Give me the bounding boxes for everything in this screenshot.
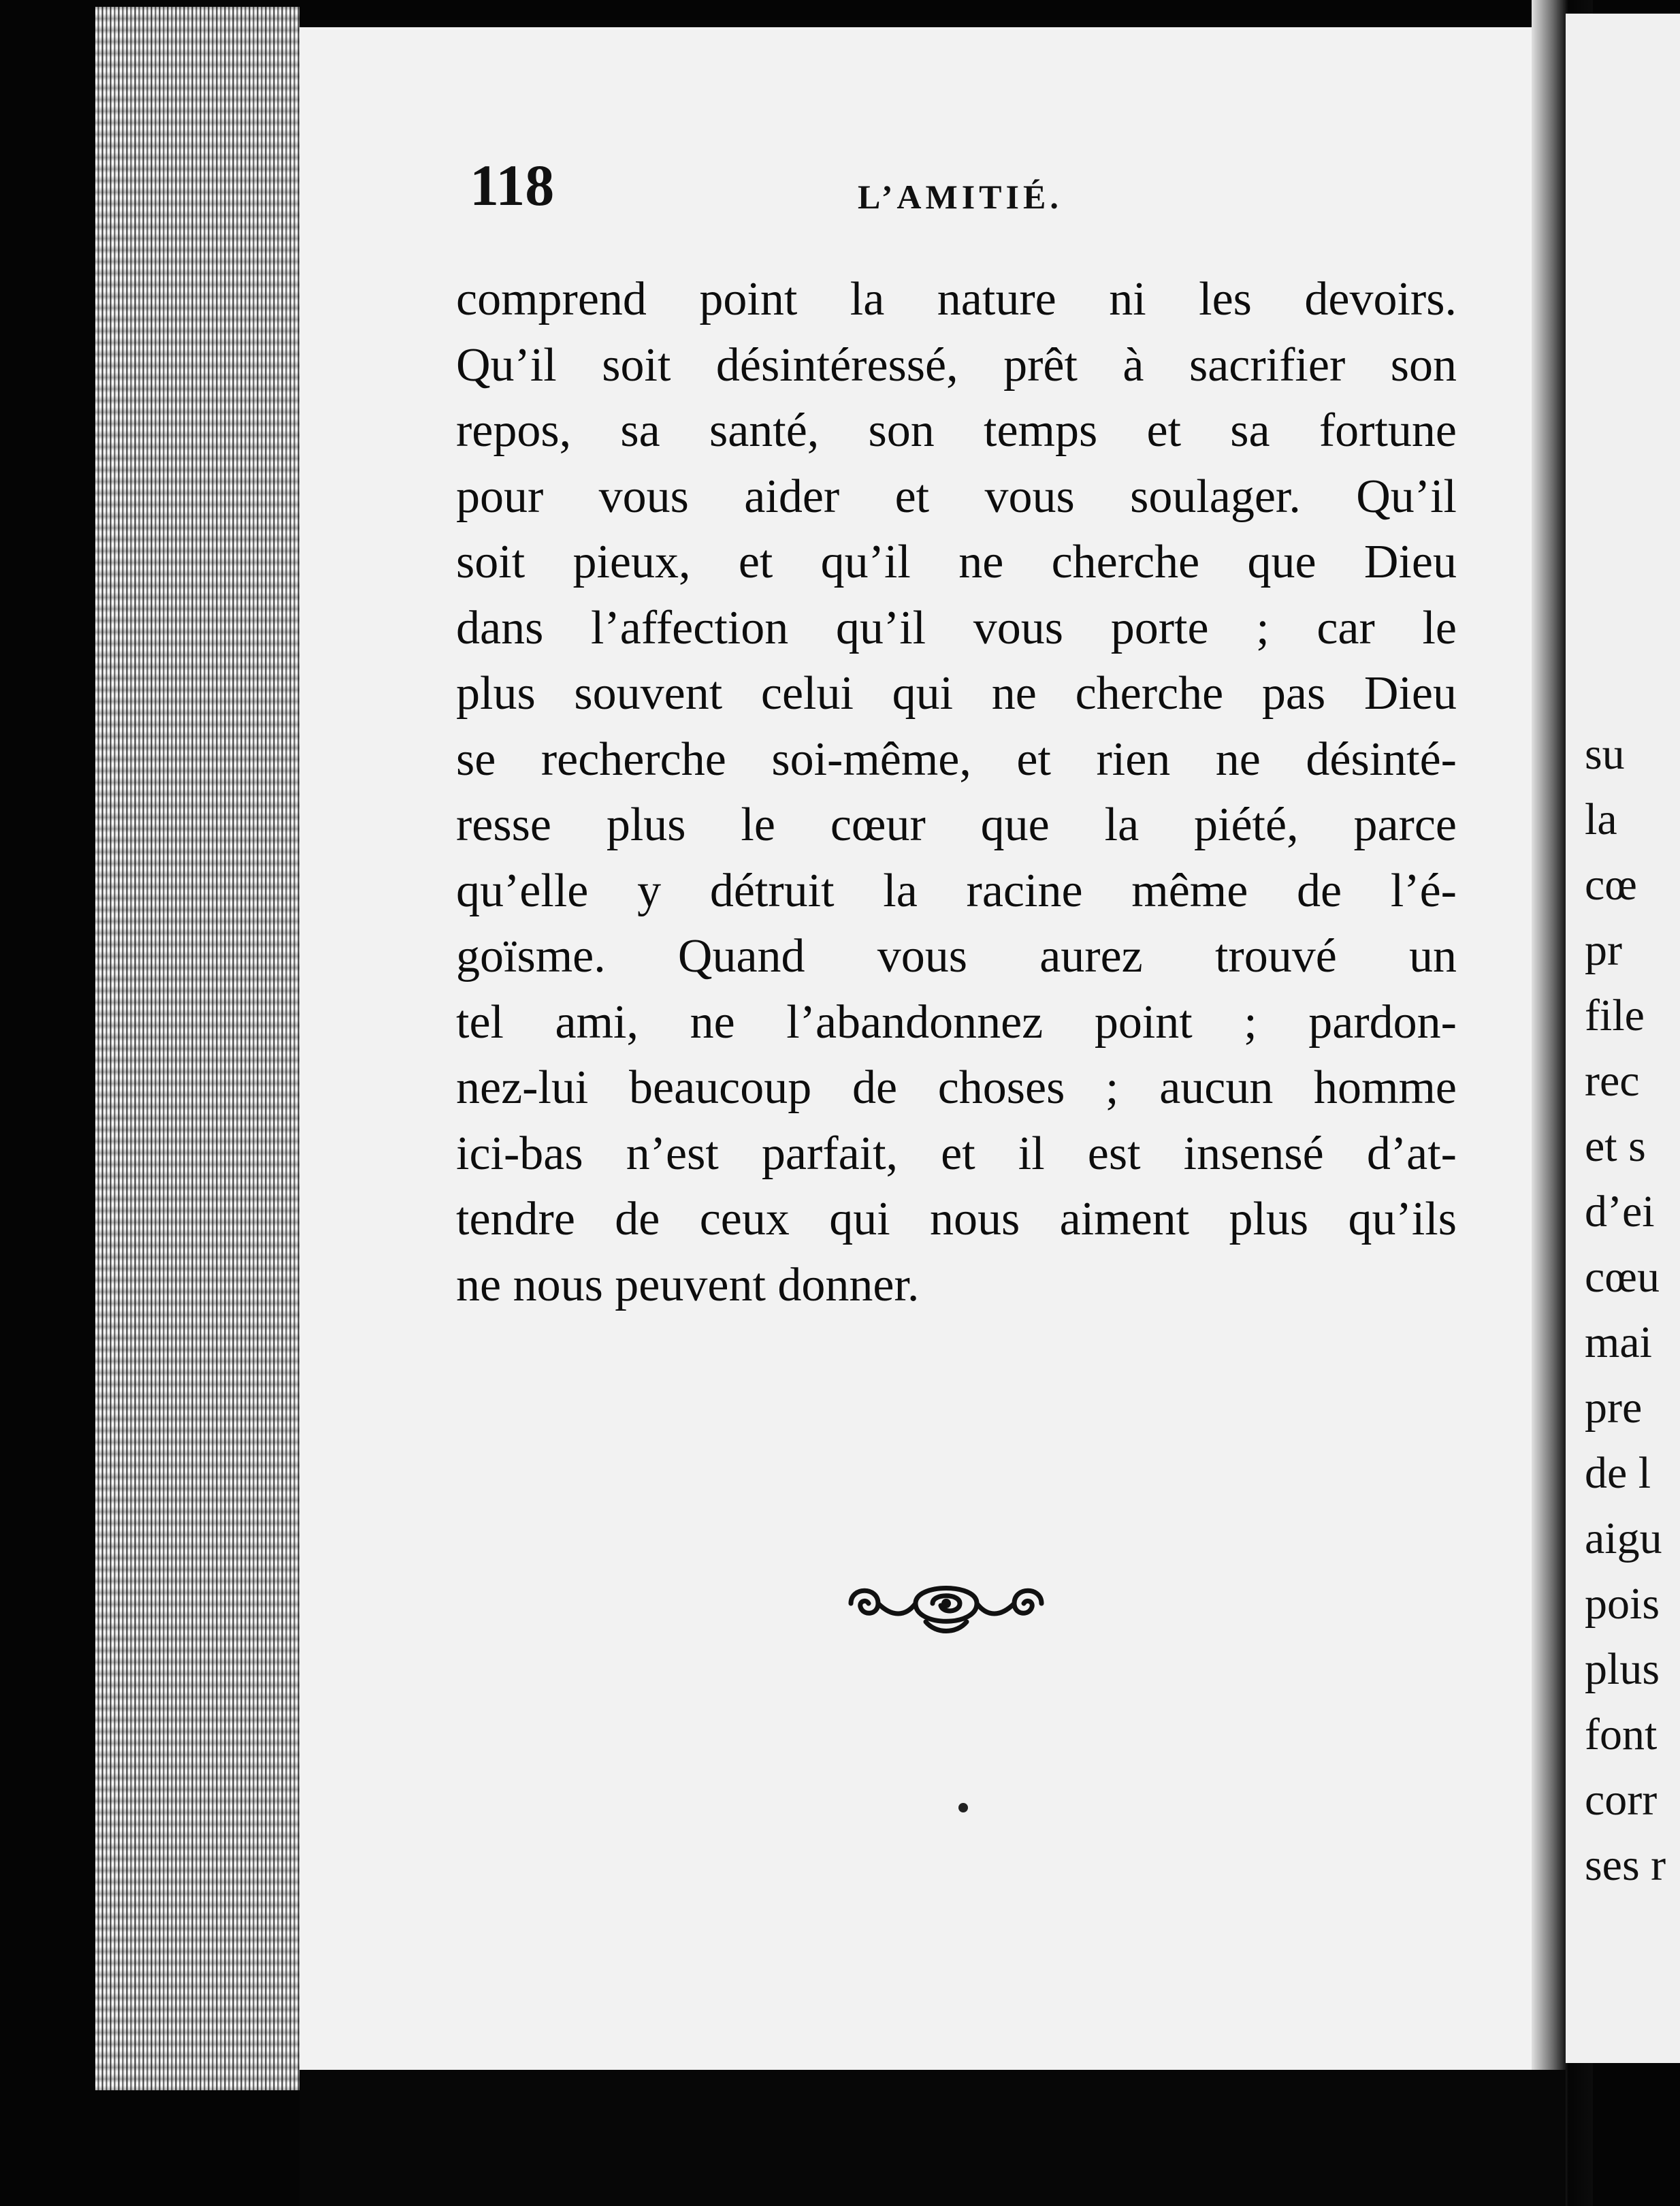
fragment-line: pr bbox=[1585, 925, 1622, 975]
fragment-line: d’ei bbox=[1585, 1187, 1655, 1236]
fragment-line: file bbox=[1585, 991, 1645, 1040]
text-line: comprend point la nature ni les devoirs. bbox=[456, 273, 1457, 325]
text-line: resse plus le cœur que la piété, parce bbox=[456, 799, 1457, 851]
fragment-line: de l bbox=[1585, 1448, 1651, 1498]
text-line: plus souvent celui qui ne cherche pas Dieu bbox=[456, 667, 1457, 720]
fragment-line: la bbox=[1585, 795, 1617, 844]
fragment-line: font bbox=[1585, 1710, 1658, 1759]
text-line: tel ami, ne l’abandonnez point ; pardon- bbox=[456, 995, 1457, 1049]
fragment-line: plus bbox=[1585, 1644, 1660, 1694]
text-line: goïsme. Quand vous aurez trouvé un bbox=[456, 930, 1457, 982]
right-page-text bbox=[1585, 722, 1680, 1898]
text-line: dans l’affection qu’il vous porte ; car le bbox=[456, 601, 1457, 654]
fragment-line: pre bbox=[1585, 1383, 1643, 1433]
fragment-line: ses r bbox=[1585, 1840, 1666, 1890]
scroll-ornament-icon bbox=[830, 1566, 1062, 1641]
fragment-line: aigu bbox=[1585, 1514, 1662, 1563]
running-head: L’AMITIÉ. bbox=[858, 178, 1063, 216]
fragment-line: cœu bbox=[1585, 1252, 1660, 1302]
text-line: pour vous aider et vous soulager. Qu’il bbox=[456, 470, 1457, 523]
ink-speck bbox=[958, 1803, 968, 1812]
fragment-line: pois bbox=[1585, 1579, 1660, 1629]
text-line: soit pieux, et qu’il ne cherche que Dieu bbox=[456, 536, 1457, 588]
text-line: qu’elle y détruit la racine même de l’é- bbox=[456, 864, 1457, 917]
bottom-scan-edge bbox=[300, 2070, 1566, 2206]
fragment-line: corr bbox=[1585, 1775, 1658, 1825]
fragment-line: su bbox=[1585, 729, 1625, 779]
text-line: ne nous peuvent donner. bbox=[456, 1258, 920, 1311]
text-line: repos, sa santé, son temps et sa fortune bbox=[456, 404, 1457, 457]
fragment-line: et s bbox=[1585, 1121, 1646, 1171]
page-edge-stack bbox=[95, 7, 300, 2090]
text-line: nez-lui beaucoup de choses ; aucun homme bbox=[456, 1061, 1457, 1114]
fragment-line: rec bbox=[1585, 1056, 1640, 1106]
text-line: Qu’il soit désintéressé, prêt à sacrifier son bbox=[456, 338, 1457, 391]
right-page-fragment bbox=[1566, 14, 1680, 2063]
body-text bbox=[456, 267, 1457, 1318]
text-line: se recherche soi-même, et rien ne désinté- bbox=[456, 733, 1457, 786]
text-line: ici-bas n’est parfait, et il est insensé d’at- bbox=[456, 1127, 1457, 1180]
fragment-line: mai bbox=[1585, 1317, 1652, 1367]
page-number: 118 bbox=[470, 153, 555, 218]
text-line: tendre de ceux qui nous aiment plus qu’ils bbox=[456, 1193, 1457, 1245]
fragment-line: cœ bbox=[1585, 860, 1637, 910]
